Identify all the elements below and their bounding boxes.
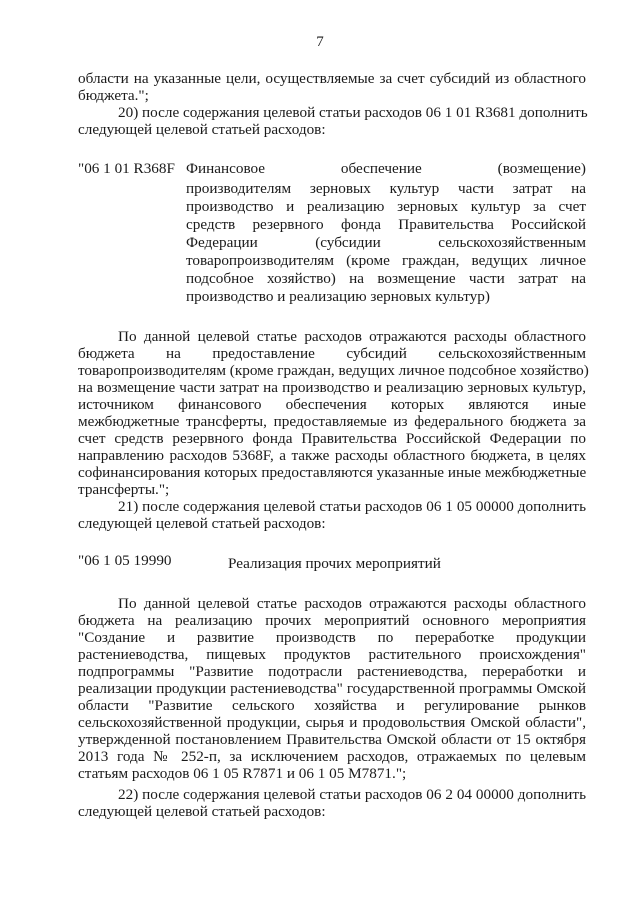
text-line: сельскохозяйственной продукции, сырья и продовольствия Омской области",	[78, 714, 586, 731]
text-line: растениеводства, пищевых продуктов растительного происхождения"	[78, 646, 586, 663]
text-line: 21) после содержания целевой статьи расходов 06 1 05 00000 дополнить	[118, 498, 586, 515]
target-article-code: "06 1 01 R368F	[78, 160, 175, 177]
description-line: Финансовое обеспечение (возмещение)	[186, 160, 586, 177]
description-line: Федерации (субсидии сельскохозяйственным	[186, 234, 586, 251]
text-line: утвержденной постановлением Правительства Омской области от 15 октября	[78, 731, 586, 748]
text-line: источником финансового обеспечения которых являются иные	[78, 396, 586, 413]
text-line: следующей целевой статьей расходов:	[78, 803, 326, 820]
text-line: следующей целевой статьей расходов:	[78, 121, 326, 138]
text-line: области на указанные цели, осуществляемые за счет субсидий из областного	[78, 70, 586, 87]
text-line: межбюджетные трансферты, предоставляемые из федерального бюджета за	[78, 413, 586, 430]
text-line: 20) после содержания целевой статьи расходов 06 1 01 R3681 дополнить	[118, 104, 588, 121]
text-line: "Создание и развитие производств по переработке продукции	[78, 629, 586, 646]
description-line: подсобное хозяйство) на возмещение части затрат на	[186, 270, 586, 287]
target-article-code: "06 1 05 19990	[78, 552, 172, 569]
description-line: производство и реализацию зерновых культур)	[186, 288, 490, 305]
page-number: 7	[316, 34, 324, 50]
description-line: товаропроизводителям (кроме граждан, ведущих личное	[186, 252, 586, 269]
text-line: 22) после содержания целевой статьи расходов 06 2 04 00000 дополнить	[118, 786, 586, 803]
description-line: производителям зерновых культур части затрат на	[186, 180, 586, 197]
text-line: трансферты.";	[78, 481, 170, 498]
description-line: производство и реализацию зерновых культур за счет	[186, 198, 586, 215]
text-line: счет средств резервного фонда Правительства Российской Федерации по	[78, 430, 586, 447]
text-line: области "Развитие сельского хозяйства и регулирование рынков	[78, 697, 586, 714]
text-line: статьям расходов 06 1 05 R7871 и 06 1 05 M7871.";	[78, 765, 407, 782]
text-line: бюджета на реализацию прочих мероприятий основного мероприятия	[78, 612, 586, 629]
text-line: бюджета на предоставление субсидий сельскохозяйственным	[78, 345, 586, 362]
target-article-title: Реализация прочих мероприятий	[228, 555, 441, 572]
text-line: софинансирования которых предоставляются указанные иные межбюджетные	[78, 464, 587, 481]
description-line: средств резервного фонда Правительства Российской	[186, 216, 586, 233]
text-line: По данной целевой статье расходов отражаются расходы областного	[118, 595, 586, 612]
text-line: По данной целевой статье расходов отражаются расходы областного	[118, 328, 586, 345]
text-line: 2013 года № 252-п, за исключением расходов, отражаемых по целевым	[78, 748, 586, 765]
text-line: на возмещение части затрат на производство и реализацию зерновых культур,	[78, 379, 586, 396]
text-line: бюджета.";	[78, 87, 149, 104]
text-line: следующей целевой статьей расходов:	[78, 515, 326, 532]
text-line: реализации продукции растениеводства" государственной программы Омской	[78, 680, 586, 697]
text-line: подпрограммы "Развитие подотрасли растениеводства, переработки и	[78, 663, 586, 680]
text-line: направлению расходов 5368F, а также расходы областного бюджета, в целях	[78, 447, 586, 464]
text-line: товаропроизводителям (кроме граждан, ведущих личное подсобное хозяйство)	[78, 362, 589, 379]
